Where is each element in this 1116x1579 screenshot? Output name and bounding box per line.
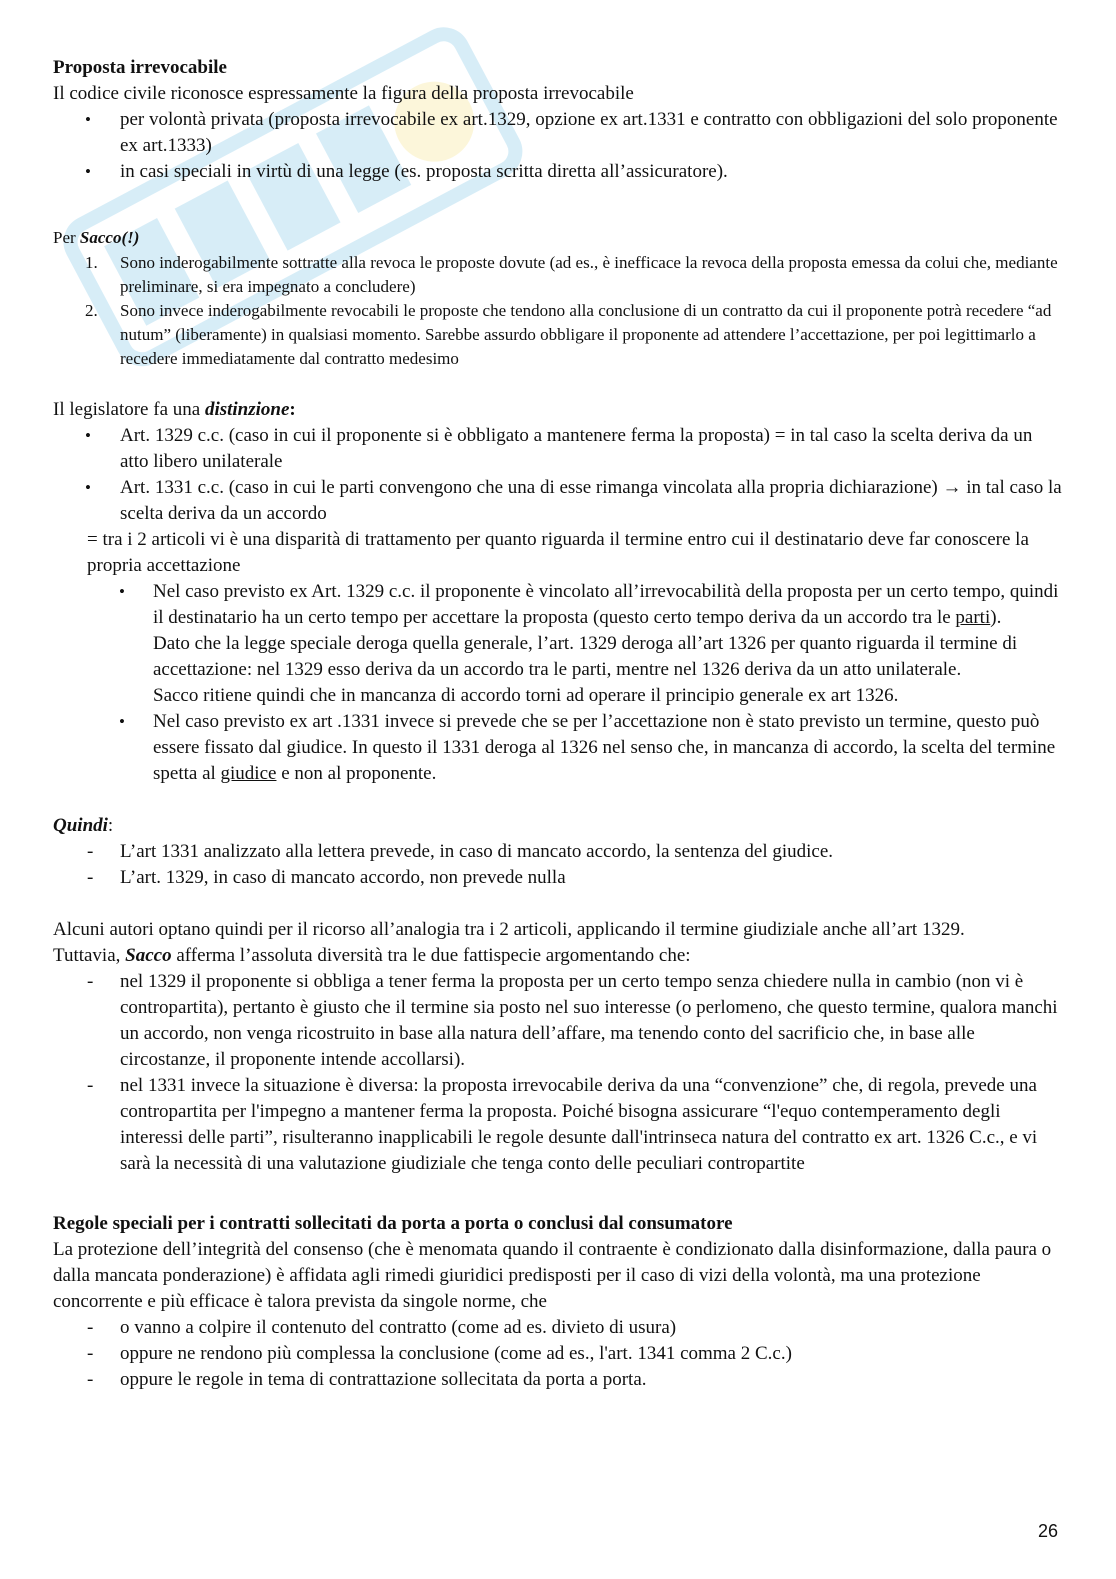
distinzione-sub-list <box>53 579 1063 787</box>
list-item: - L’art 1331 analizzato alla lettera prevede, in caso di mancato accordo, la sentenza del giudice. <box>53 839 1063 865</box>
link-giudice: giudice <box>220 763 277 784</box>
list-item: - L’art. 1329, in caso di mancato accordo, non prevede nulla <box>53 865 1063 891</box>
list-item: - oppure ne rendono più complessa la conclusione (come ad es., l'art. 1341 comma 2 C.c.) <box>53 1341 1063 1367</box>
sacco-name-2: Sacco <box>125 945 172 966</box>
quindi-heading: Quindi: <box>53 815 114 836</box>
page-number: 26 <box>1037 1521 1058 1541</box>
list-item: - o vanno a colpire il contenuto del contratto (come ad es. divieto di usura) <box>53 1315 1063 1341</box>
list-item: • in casi speciali in virtù di una legge (es. proposta scritta diretta all’assicuratore). <box>53 159 1063 185</box>
distinzione-heading: Il legislatore fa una distinzione: <box>53 399 296 420</box>
sacco-heading: Per Sacco(!) <box>53 228 140 247</box>
list-item: 2. Sono invece inderogabilmente revocabili le proposte che tendono alla conclusione di un contratto da cui il proponente potrà recedere “ad nutum” (liberamente) in qualsiasi momento. Sarebbe assurdo obbligare il proponente ad attendere l’accettazione, per poi legittimarlo a recedere immediatamente dal contratto medesimo <box>85 301 1052 368</box>
list-item: • Art. 1331 c.c. (caso in cui le parti convengono che una di esse rimanga vincolata alla propria dichiarazione) → in tal caso la scelta deriva da un accordo <box>53 475 1063 527</box>
section-title-regole: Regole speciali per i contratti sollecitati da porta a porta o conclusi dal consumatore <box>53 1213 733 1234</box>
disparity-paragraph: = tra i 2 articoli vi è una disparità di trattamento per quanto riguarda il termine entro cui il destinatario deve far conoscere la propria accettazione <box>87 529 1029 576</box>
distinzione-bullet-list <box>53 423 1063 527</box>
list-item: • Nel caso previsto ex Art. 1329 c.c. il proponente è vincolato all’irrevocabilità della proposta per un certo tempo, quindi il destinatario ha un certo tempo per accettare la proposta (questo certo tempo deriva da un accordo tra le parti). Dato che la legge speciale deroga quella generale, l’art. 1329 deroga all’art 1326 per quanto riguarda il termine di accettazione: nel 1329 esso deriva da un accordo tra le parti, mentre nel 1326 deriva da un atto unilaterale. Sacco ritiene quindi che in mancanza di accordo torni ad operare il principio generale ex art 1326. <box>53 579 1063 709</box>
quindi-word: Quindi <box>53 815 108 836</box>
quindi-dash-list <box>53 839 1063 891</box>
document-content <box>53 55 1063 1393</box>
section-title-proposta: Proposta irrevocabile <box>53 57 227 78</box>
distinzione-word: distinzione <box>204 399 290 420</box>
sub1-paragraph-3: Sacco ritiene quindi che in mancanza di accordo torni ad operare il principio generale ex art 1326. <box>153 685 899 706</box>
list-item: - nel 1331 invece la situazione è diversa: la proposta irrevocabile deriva da una “convenzione” che, di regola, prevede una contropartita per l'impegno a mantener ferma la proposta. Poiché bisogna assicurare “l'equo contemperamento degli interessi delle parti”, risulteranno inapplicabili le regole desunte dall'intrinseca natura del contratto ex art. 1326 C.c., e vi sarà la necessità di una valutazione giudiziale che tenga conto delle peculiari contropartite <box>53 1073 1063 1177</box>
section1-bullet-list <box>53 107 1063 185</box>
link-parti: parti <box>955 607 991 628</box>
sacco-name: Sacco(!) <box>79 228 140 247</box>
sub1-paragraph-2: Dato che la legge speciale deroga quella generale, l’art. 1329 deroga all’art 1326 per quanto riguarda il termine di accettazione: nel 1329 esso deriva da un accordo tra le parti, mentre nel 1326 deriva da un atto unilaterale. <box>153 633 1018 680</box>
sacco-numbered-list <box>53 251 1063 371</box>
list-item: - oppure le regole in tema di contrattazione sollecitata da porta a porta. <box>53 1367 1063 1393</box>
tuttavia-paragraph: Tuttavia, Sacco afferma l’assoluta diversità tra le due fattispecie argomentando che: <box>53 945 691 966</box>
section1-intro: Il codice civile riconosce espressamente la figura della proposta irrevocabile <box>53 83 634 104</box>
section2-intro: La protezione dell’integrità del consenso (che è menomata quando il contraente è condizionato dalla disinformazione, dalla paura o dalla mancata ponderazione) è affidata agli rimedi giuridici predisposti per il caso di vizi della volontà, ma una protezione concorrente e più efficace è talora prevista da singole norme, che <box>53 1239 1052 1312</box>
analogia-paragraph: Alcuni autori optano quindi per il ricorso all’analogia tra i 2 articoli, applicando il termine giudiziale anche all’art 1329. <box>53 919 965 940</box>
analogia-dash-list <box>53 969 1063 1177</box>
list-item: • per volontà privata (proposta irrevocabile ex art.1329, opzione ex art.1331 e contratto con obbligazioni del solo proponente ex art.1333) <box>53 107 1063 159</box>
list-item: • Art. 1329 c.c. (caso in cui il proponente si è obbligato a mantenere ferma la proposta) = in tal caso la scelta deriva da un atto libero unilaterale <box>53 423 1063 475</box>
list-item: - nel 1329 il proponente si obbliga a tener ferma la proposta per un certo tempo senza chiedere nulla in cambio (non vi è contropartita), pertanto è giusto che il termine sia posto nel suo interesse (o perlomeno, che questo termine, qualora manchi un accordo, non venga ricostruito in base alla natura dell’affare, ma tenendo conto del sacrificio che, in base alle circostanze, il proponente intende accollarsi). <box>53 969 1063 1073</box>
list-item: • Nel caso previsto ex art .1331 invece si prevede che se per l’accettazione non è stato previsto un termine, questo può essere fissato dal giudice. In questo il 1331 deroga al 1326 nel senso che, in mancanza di accordo, la scelta del termine spetta al giudice e non al proponente. <box>53 709 1063 787</box>
section2-dash-list <box>53 1315 1063 1393</box>
list-item: 1. Sono inderogabilmente sottratte alla revoca le proposte dovute (ad es., è inefficace la revoca della proposta emessa da colui che, mediante preliminare, si era impegnato a concludere) <box>85 253 1058 296</box>
